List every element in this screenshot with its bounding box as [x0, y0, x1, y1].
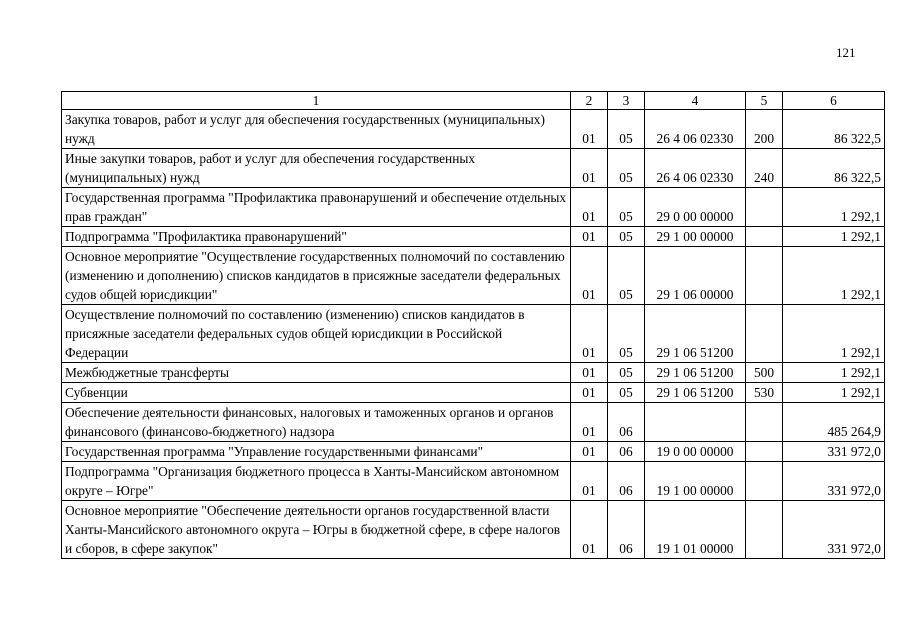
- row-target-code: 19 1 00 00000: [645, 462, 746, 501]
- row-target-code: 19 0 00 00000: [645, 442, 746, 462]
- row-section: 01: [571, 363, 608, 383]
- header-col-4: 4: [645, 92, 746, 110]
- row-amount: 1 292,1: [783, 227, 885, 247]
- row-name: Основное мероприятие "Осуществление государственных полномочий по составлению (изменению и дополнению) списков кандидатов в присяжные заседатели федеральных судов общей юрисдикции": [62, 247, 571, 305]
- row-amount: 331 972,0: [783, 501, 885, 559]
- row-amount: 86 322,5: [783, 110, 885, 149]
- row-subsection: 05: [608, 227, 645, 247]
- row-amount: 331 972,0: [783, 442, 885, 462]
- row-target-code: [645, 403, 746, 442]
- row-target-code: 29 1 06 51200: [645, 363, 746, 383]
- table-row: [62, 110, 885, 149]
- row-subsection: 05: [608, 247, 645, 305]
- table-row: [62, 383, 885, 403]
- row-amount: 485 264,9: [783, 403, 885, 442]
- row-name: Осуществление полномочий по составлению (изменению) списков кандидатов в присяжные заседатели федеральных судов общей юрисдикции в Российской Федерации: [62, 305, 571, 363]
- table-header-row: [62, 92, 885, 110]
- row-section: 01: [571, 188, 608, 227]
- row-section: 01: [571, 403, 608, 442]
- row-subsection: 06: [608, 442, 645, 462]
- row-amount: 331 972,0: [783, 462, 885, 501]
- row-section: 01: [571, 383, 608, 403]
- row-target-code: 29 1 06 00000: [645, 247, 746, 305]
- row-target-code: 26 4 06 02330: [645, 110, 746, 149]
- row-section: 01: [571, 247, 608, 305]
- row-expense-type: [746, 403, 783, 442]
- row-amount: 86 322,5: [783, 149, 885, 188]
- row-expense-type: [746, 501, 783, 559]
- table-row: [62, 247, 885, 305]
- header-col-5: 5: [746, 92, 783, 110]
- budget-table: [61, 91, 885, 559]
- row-amount: 1 292,1: [783, 305, 885, 363]
- page-number: 121: [836, 45, 856, 60]
- row-expense-type: 240: [746, 149, 783, 188]
- table-row: [62, 363, 885, 383]
- row-name: Субвенции: [62, 383, 571, 403]
- row-expense-type: [746, 247, 783, 305]
- table-row: [62, 442, 885, 462]
- row-section: 01: [571, 110, 608, 149]
- table-row: [62, 227, 885, 247]
- row-subsection: 05: [608, 305, 645, 363]
- row-expense-type: 200: [746, 110, 783, 149]
- row-section: 01: [571, 227, 608, 247]
- header-col-1: 1: [62, 92, 571, 110]
- row-expense-type: 530: [746, 383, 783, 403]
- row-subsection: 06: [608, 501, 645, 559]
- table-row: [62, 501, 885, 559]
- row-expense-type: [746, 305, 783, 363]
- row-name: Государственная программа "Профилактика правонарушений и обеспечение отдельных прав граждан": [62, 188, 571, 227]
- row-subsection: 06: [608, 403, 645, 442]
- row-subsection: 06: [608, 462, 645, 501]
- row-section: 01: [571, 442, 608, 462]
- row-name: Подпрограмма "Профилактика правонарушений": [62, 227, 571, 247]
- row-subsection: 05: [608, 110, 645, 149]
- row-name: Иные закупки товаров, работ и услуг для обеспечения государственных (муниципальных) нужд: [62, 149, 571, 188]
- row-section: 01: [571, 501, 608, 559]
- row-target-code: 29 0 00 00000: [645, 188, 746, 227]
- row-expense-type: [746, 227, 783, 247]
- header-col-3: 3: [608, 92, 645, 110]
- header-col-6: 6: [783, 92, 885, 110]
- table-row: [62, 403, 885, 442]
- row-expense-type: [746, 462, 783, 501]
- row-target-code: 26 4 06 02330: [645, 149, 746, 188]
- table-row: [62, 149, 885, 188]
- row-amount: 1 292,1: [783, 188, 885, 227]
- row-amount: 1 292,1: [783, 363, 885, 383]
- row-section: 01: [571, 305, 608, 363]
- row-name: Государственная программа "Управление государственными финансами": [62, 442, 571, 462]
- table-row: [62, 188, 885, 227]
- row-section: 01: [571, 149, 608, 188]
- row-target-code: 29 1 06 51200: [645, 305, 746, 363]
- row-target-code: 29 1 06 51200: [645, 383, 746, 403]
- row-name: Подпрограмма "Организация бюджетного процесса в Ханты-Мансийском автономном округе – Югре": [62, 462, 571, 501]
- row-subsection: 05: [608, 363, 645, 383]
- header-col-2: 2: [571, 92, 608, 110]
- row-name: Закупка товаров, работ и услуг для обеспечения государственных (муниципальных) нужд: [62, 110, 571, 149]
- row-target-code: 29 1 00 00000: [645, 227, 746, 247]
- table-row: [62, 462, 885, 501]
- row-subsection: 05: [608, 149, 645, 188]
- row-name: Межбюджетные трансферты: [62, 363, 571, 383]
- row-target-code: 19 1 01 00000: [645, 501, 746, 559]
- row-expense-type: 500: [746, 363, 783, 383]
- row-expense-type: [746, 442, 783, 462]
- row-subsection: 05: [608, 188, 645, 227]
- table-row: [62, 305, 885, 363]
- row-amount: 1 292,1: [783, 247, 885, 305]
- row-amount: 1 292,1: [783, 383, 885, 403]
- row-subsection: 05: [608, 383, 645, 403]
- row-section: 01: [571, 462, 608, 501]
- row-expense-type: [746, 188, 783, 227]
- row-name: Основное мероприятие "Обеспечение деятельности органов государственной власти Ханты-Мансийского автономного округа – Югры в бюджетной сфере, в сфере налогов и сборов, в сфере закупок": [62, 501, 571, 559]
- row-name: Обеспечение деятельности финансовых, налоговых и таможенных органов и органов финансового (финансово-бюджетного) надзора: [62, 403, 571, 442]
